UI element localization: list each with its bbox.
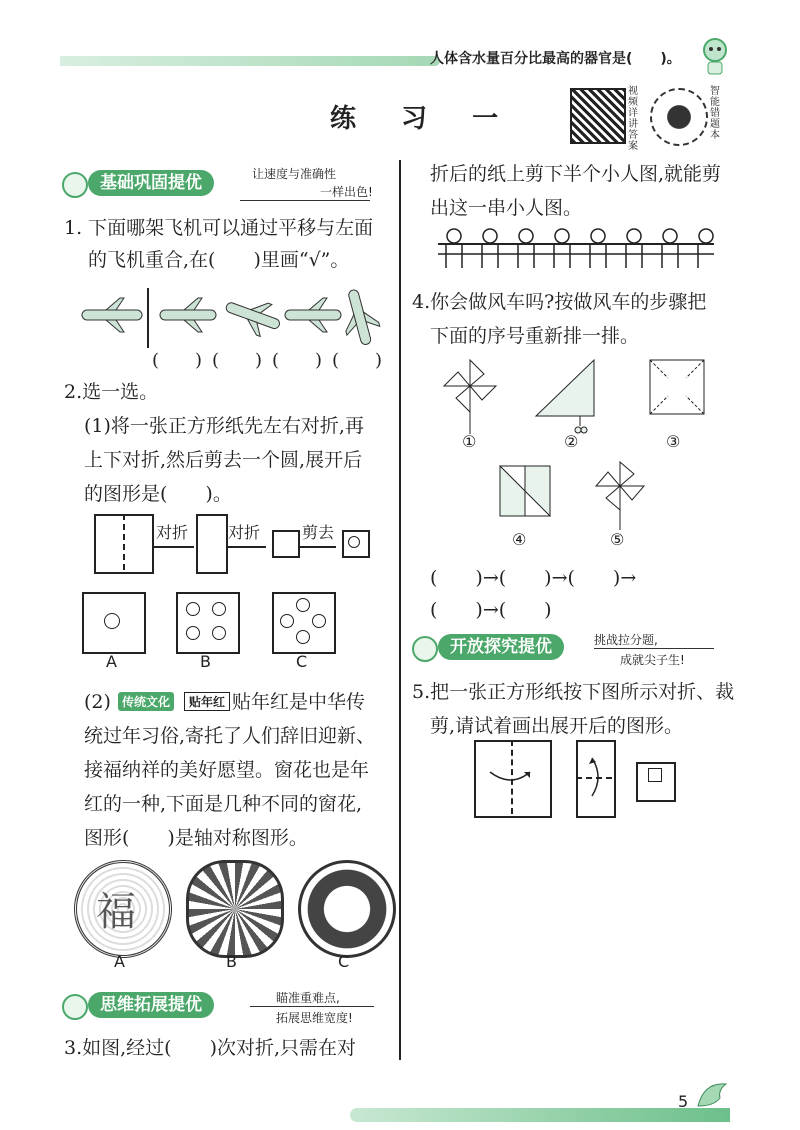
wrongbook-qr-icon[interactable] (650, 88, 708, 146)
airplane-original-icon (82, 298, 142, 332)
q1-line2: 的飞机重合,在( )里画“√”。 (88, 249, 350, 271)
circle-icon (212, 602, 226, 616)
fold-arrow-icon (486, 766, 536, 786)
seal-label: 智能错题本 (710, 86, 720, 141)
cut-square-icon (650, 360, 704, 414)
bottom-decor-bar (350, 1108, 730, 1122)
q4-line1: 4.你会做风车吗?按做风车的步骤把 (412, 291, 707, 313)
circle-icon (212, 626, 226, 640)
fu-character: 福 (96, 889, 136, 935)
q2-p2-line5: 图形( )是轴对称图形。 (84, 827, 308, 849)
arrow-right-icon (226, 546, 266, 548)
section-explore-title: 开放探究提优 (438, 634, 564, 660)
circle-icon (186, 602, 200, 616)
q2-p2-line3: 接福纳祥的美好愿望。窗花也是年 (84, 759, 370, 781)
step-1-label: ① (462, 432, 477, 451)
fold-line (123, 514, 125, 570)
page-title: 练 习 一 (330, 104, 517, 134)
option-a-label: A (106, 652, 117, 671)
q5-line1: 5.把一张正方形纸按下图所示对折、裁 (412, 681, 735, 703)
arrow-right-icon (154, 546, 194, 548)
window-c-label: C (338, 952, 350, 971)
airplane-option1-icon (160, 298, 216, 332)
section-explore-tag1: 挑战拉分题, (594, 633, 658, 647)
dolphin-mascot-icon (694, 1076, 734, 1120)
fold-square-3 (272, 530, 300, 558)
robot-mascot-icon (700, 36, 730, 76)
qr-label: 视频详讲答案 (628, 86, 638, 152)
satellite-icon (412, 636, 438, 662)
q1-answer-1[interactable]: ( ) (152, 350, 203, 371)
folded-triangle-icon (536, 360, 594, 433)
page-number: 5 (678, 1092, 689, 1111)
q4-line2: 下面的序号重新排一排。 (430, 325, 640, 347)
ufo-icon (62, 994, 88, 1020)
section-basic-title: 基础巩固提优 (88, 170, 214, 196)
step-fold2-label: 对折 (228, 523, 261, 542)
fold-arrow-up-icon (586, 752, 606, 802)
q2-p1-line3: 的图形是( )。 (84, 483, 232, 505)
tag-underline (250, 1006, 374, 1007)
q1-answer-2[interactable]: ( ) (212, 350, 263, 371)
nianhong-badge: 贴年红 (184, 692, 230, 711)
step-2-label: ② (564, 432, 579, 451)
step-fold1-label: 对折 (156, 523, 189, 542)
step-cut-label: 剪去 (302, 523, 335, 542)
q5-line2: 剪,请试着画出展开后的图形。 (430, 715, 684, 737)
circle-icon (296, 598, 310, 612)
column-divider (399, 160, 401, 1060)
circle-icon (104, 613, 120, 629)
cut-square-mark (648, 768, 662, 782)
globe-icon (62, 172, 88, 198)
q1-answer-3[interactable]: ( ) (272, 350, 323, 371)
q2-p2-line4: 红的一种,下面是几种不同的窗花, (84, 793, 363, 815)
airplane-option4-icon (336, 286, 383, 349)
option-b-figure (176, 592, 240, 654)
q1-line1: 1. 下面哪架飞机可以通过平移与左面 (64, 217, 374, 239)
arrow-right-icon (300, 546, 336, 548)
circle-icon (186, 626, 200, 640)
section-basic-tag1: 让速度与准确性 (252, 167, 337, 181)
q1-answer-4[interactable]: ( ) (332, 350, 383, 371)
q3-line3: 出这一串小人图。 (430, 197, 583, 219)
option-c-label: C (296, 652, 308, 671)
q3-line1: 3.如图,经过( )次对折,只需在对 (64, 1037, 357, 1059)
windmill-steps-row1 (440, 356, 720, 436)
circle-icon (296, 630, 310, 644)
circle-icon (312, 614, 326, 628)
tag-underline (240, 200, 370, 201)
section-think-title: 思维拓展提优 (88, 992, 214, 1018)
circle-icon (280, 614, 294, 628)
q2-p2-line2: 统过年习俗,寄托了人们辞旧迎新、 (84, 725, 376, 747)
airplane-option2-icon (221, 290, 285, 341)
top-decor-bar (60, 56, 440, 66)
paper-dolls-figure (438, 228, 714, 276)
section-explore-tag2: 成就尖子生! (620, 653, 685, 667)
airplane-option3-icon (285, 298, 341, 332)
window-b-label: B (226, 952, 237, 971)
airplanes-figure (76, 280, 396, 350)
step-4-label: ④ (512, 530, 527, 549)
q4-order-row1[interactable]: ( )→( )→( )→ (430, 567, 637, 589)
window-a-label: A (114, 952, 125, 971)
circle-cut-icon (348, 536, 360, 548)
q2-p2-prefix: (2) (84, 691, 111, 713)
window-flower-b (186, 860, 284, 958)
windmill-steps-row2 (496, 460, 676, 530)
header-question: 人体含水量百分比最高的器官是( )。 (430, 51, 681, 67)
tag-underline (594, 648, 714, 649)
fold-rect-2 (196, 514, 228, 574)
step-3-label: ③ (666, 432, 681, 451)
q2-p1-line2: 上下对折,然后剪去一个圆,展开后 (84, 449, 363, 471)
pinwheel-icon (444, 360, 496, 434)
section-think-tag2: 拓展思维宽度! (276, 1011, 353, 1025)
option-b-label: B (200, 652, 211, 671)
q4-order-row2[interactable]: ( )→( ) (430, 599, 552, 621)
q2-p2-line1: 贴年红是中华传 (232, 691, 366, 713)
window-flower-c (298, 860, 396, 958)
folded-square-icon (500, 466, 550, 516)
section-think-tag1: 瞄准重难点, (276, 991, 340, 1005)
culture-badge: 传统文化 (118, 692, 174, 711)
step-5-label: ⑤ (610, 530, 625, 549)
q3-line2: 折后的纸上剪下半个小人图,就能剪 (430, 163, 722, 185)
qr-code-icon[interactable] (570, 88, 626, 144)
pinwheel-finished-icon (596, 462, 644, 530)
q2-title: 2.选一选。 (64, 381, 159, 403)
section-basic-tag2: 一样出色! (320, 185, 373, 199)
q2-p1-line1: (1)将一张正方形纸先左右对折,再 (84, 415, 364, 437)
